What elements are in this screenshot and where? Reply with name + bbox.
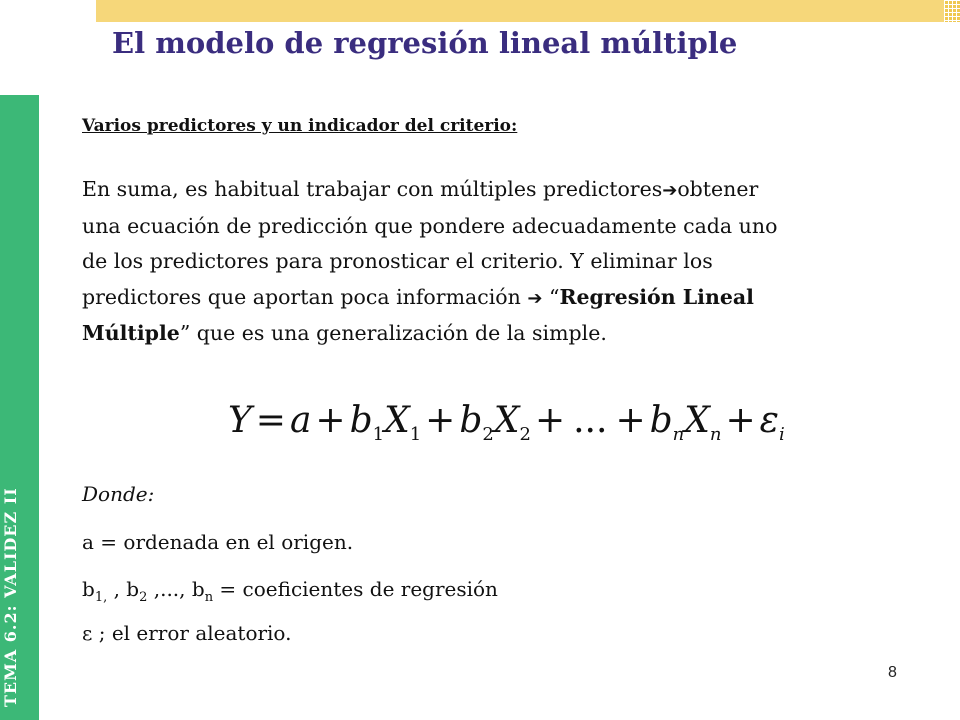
definition-a: a = ordenada en el origen.: [82, 530, 354, 554]
top-decorative-band: [96, 0, 960, 22]
definition-text: , b: [107, 577, 140, 601]
body-paragraph: [82, 172, 932, 352]
paragraph-line-2: una ecuación de predicción que pondere adecuadamente cada uno: [82, 213, 778, 238]
paragraph-text: “: [542, 284, 560, 309]
equation-operator: +: [725, 400, 756, 441]
equation-symbol: X: [684, 400, 710, 441]
side-label: [0, 95, 39, 715]
definition-subscript: 1,: [94, 590, 108, 605]
bold-term: Regresión Lineal: [559, 284, 754, 309]
equation-subscript: i: [779, 424, 785, 446]
paragraph-line-4: [82, 280, 932, 317]
paragraph-line-3: de los predictores para pronosticar el criterio. Y eliminar los: [82, 249, 713, 273]
equation-symbol: Y: [228, 400, 252, 441]
equation-symbol: b: [459, 400, 483, 441]
arrow-icon: ➔: [527, 287, 543, 309]
paragraph-line-5: [82, 316, 932, 352]
equation-operator: =: [255, 400, 286, 441]
equation-subscript: 2: [482, 424, 494, 446]
equation-symbol: b: [649, 400, 673, 441]
slide-title: El modelo de regresión lineal múltiple: [112, 26, 738, 60]
donde-label: Donde:: [82, 482, 155, 506]
definition-epsilon: ε ; el error aleatorio.: [82, 621, 292, 645]
equation-ellipsis: ...: [573, 400, 608, 441]
equation-subscript: 1: [409, 424, 422, 446]
definition-b: [82, 577, 498, 605]
section-subtitle: Varios predictores y un indicador del criterio:: [82, 116, 518, 136]
definition-text: = coeficientes de regresión: [213, 577, 498, 601]
equation-operator: +: [615, 400, 646, 441]
equation-operator: +: [315, 400, 346, 441]
definition-subscript: n: [204, 590, 214, 605]
paragraph-text: En suma, es habitual trabajar con múltiples predictores: [82, 177, 663, 201]
paragraph-text: predictores que aportan poca información: [82, 284, 528, 309]
equation-subscript: n: [672, 424, 685, 446]
grid-pattern: [944, 0, 960, 22]
equation-symbol: ε: [759, 400, 779, 441]
side-label-text: TEMA 6.2: VALIDEZ II: [0, 487, 20, 707]
equation-subscript: 1: [372, 424, 385, 446]
bold-term: Múltiple: [82, 321, 180, 345]
definition-text: b: [82, 577, 95, 601]
equation-symbol: a: [289, 400, 312, 441]
paragraph-text: ” que es una generalización de la simple.: [179, 321, 607, 345]
equation-symbol: X: [384, 400, 410, 441]
equation-operator: +: [425, 400, 456, 441]
paragraph-line-1: [82, 172, 932, 209]
paragraph-text: obtener: [677, 177, 759, 201]
page-number: 8: [888, 664, 897, 681]
equation-subscript: 2: [519, 424, 531, 446]
equation-subscript: n: [709, 424, 722, 446]
equation-symbol: X: [493, 400, 520, 441]
equation-operator: +: [534, 400, 566, 441]
definition-subscript: 2: [139, 590, 148, 605]
definition-text: ,..., b: [147, 577, 205, 601]
regression-equation: [228, 400, 785, 460]
arrow-icon: ➔: [662, 180, 678, 201]
equation-symbol: b: [349, 400, 373, 441]
